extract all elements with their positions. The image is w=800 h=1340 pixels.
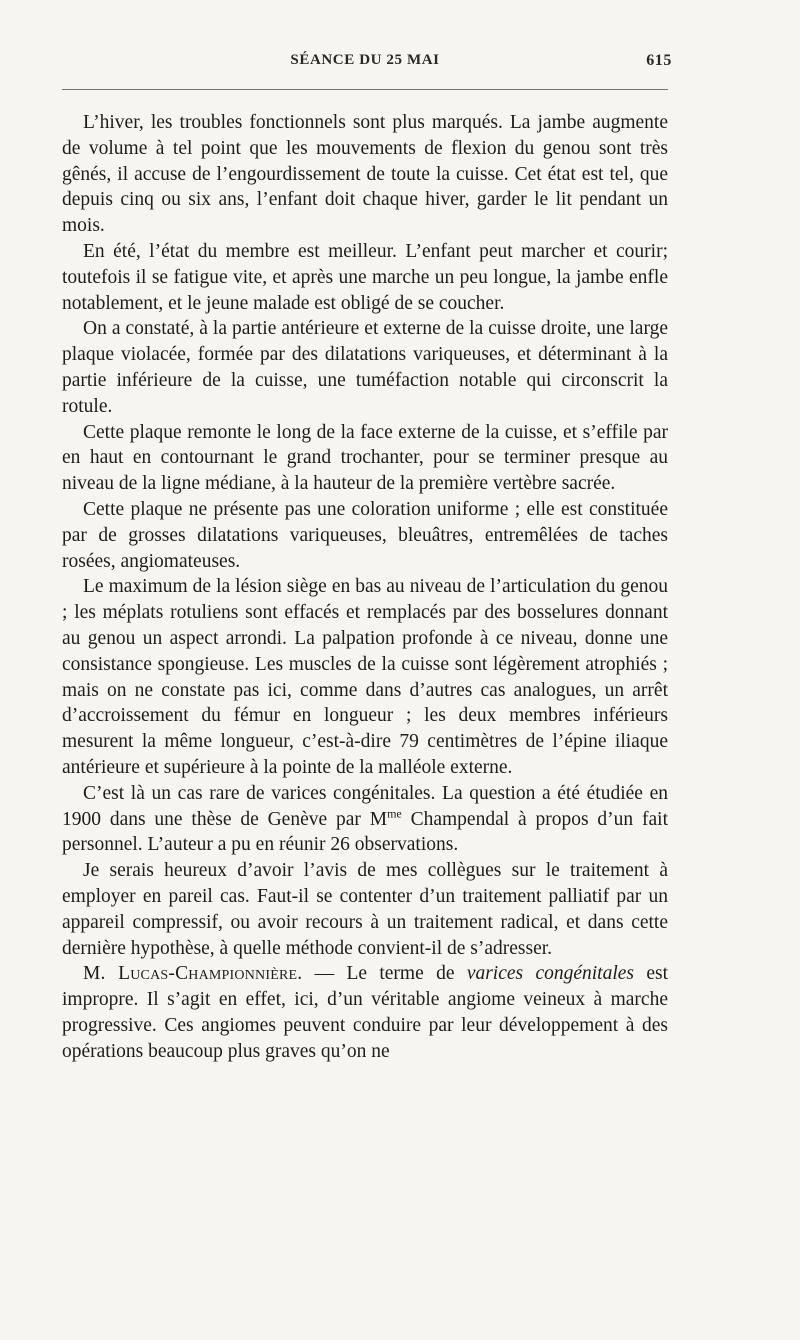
paragraph-text: est impropre. Il s’agit en effet, ici, d’un véritable angiome veineux à marche progressive. Ces angiomes peuvent conduire par leur développement à des opérations beaucoup plus graves qu’on ne xyxy=(62,963,668,1062)
paragraph-text: — Le terme de xyxy=(302,963,467,985)
page-number: 615 xyxy=(646,52,672,69)
header-title: SÉANCE DU 25 MAI xyxy=(290,52,440,68)
paragraph-text: C’est là un cas rare de varices congénitales. La question a été étudiée en 1900 dans une thèse de Genève par M xyxy=(62,782,668,830)
paragraph: L’hiver, les troubles fonctionnels sont plus marqués. La jambe augmente de volume à tel point que les mouvements de flexion du genou sont très gênés, il accuse de l’engourdissement de toute la cuisse. Cet état est tel, que depuis cinq ou six ans, l’enfant doit chaque hiver, garder le lit pendant un mois. xyxy=(62,112,668,237)
header-rule xyxy=(62,89,668,90)
speaker-name: M. Lucas-Championnière. xyxy=(83,963,303,985)
page-body xyxy=(62,110,668,1064)
paragraph-varices xyxy=(62,781,668,858)
paragraph: On a constaté, à la partie antérieure et externe de la cuisse droite, une large plaque violacée, formée par des dilatations variqueuses, et déterminant à la partie inférieure de la cuisse, une tuméfaction notable qui circonscrit la rotule. xyxy=(62,318,668,417)
paragraph: En été, l’état du membre est meilleur. L’enfant peut marcher et courir; toutefois il se fatigue vite, et après une marche un peu longue, la jambe enfle notablement, et le jeune malade est obligé de se coucher. xyxy=(62,240,668,314)
paragraph-text: Champendal à propos d’un fait personnel. L’auteur a pu en réunir 26 observations. xyxy=(62,808,668,856)
paragraph: Cette plaque ne présente pas une coloration uniforme ; elle est constituée par de grosses dilatations variqueuses, bleuâtres, entremêlées de taches rosées, angiomateuses. xyxy=(62,498,668,572)
paragraph: Le maximum de la lésion siège en bas au niveau de l’articulation du genou ; les méplats rotuliens sont effacés et remplacés par des bosselures donnant au genou un aspect arrondi. La palpation profonde à ce niveau, donne une consistance spongieuse. Les muscles de la cuisse sont légèrement atrophiés ; mais on ne constate pas ici, comme dans d’autres cas analogues, un arrêt d’accroissement du fémur en longueur ; les deux membres inférieurs mesurent la même longueur, c’est-à-dire 79 centimètres de l’épine iliaque antérieure et supérieure à la pointe de la malléole externe. xyxy=(62,576,668,778)
paragraph: Je serais heureux d’avoir l’avis de mes collègues sur le traitement à employer en pareil cas. Faut-il se contenter d’un traitement palliatif par un appareil compressif, ou avoir recours à un traitement radical, et dans cette dernière hypothèse, à quelle méthode convient-il de s’adresser. xyxy=(62,860,668,959)
running-header xyxy=(58,52,672,76)
superscript-me: me xyxy=(387,806,402,821)
speaker-paragraph xyxy=(62,961,668,1064)
italic-term: varices congénitales xyxy=(466,963,635,985)
paragraph: Cette plaque remonte le long de la face externe de la cuisse, et s’effile par en haut en contournant le grand trochanter, pour se terminer presque au niveau de la ligne médiane, à la hauteur de la première vertèbre sacrée. xyxy=(62,421,668,495)
